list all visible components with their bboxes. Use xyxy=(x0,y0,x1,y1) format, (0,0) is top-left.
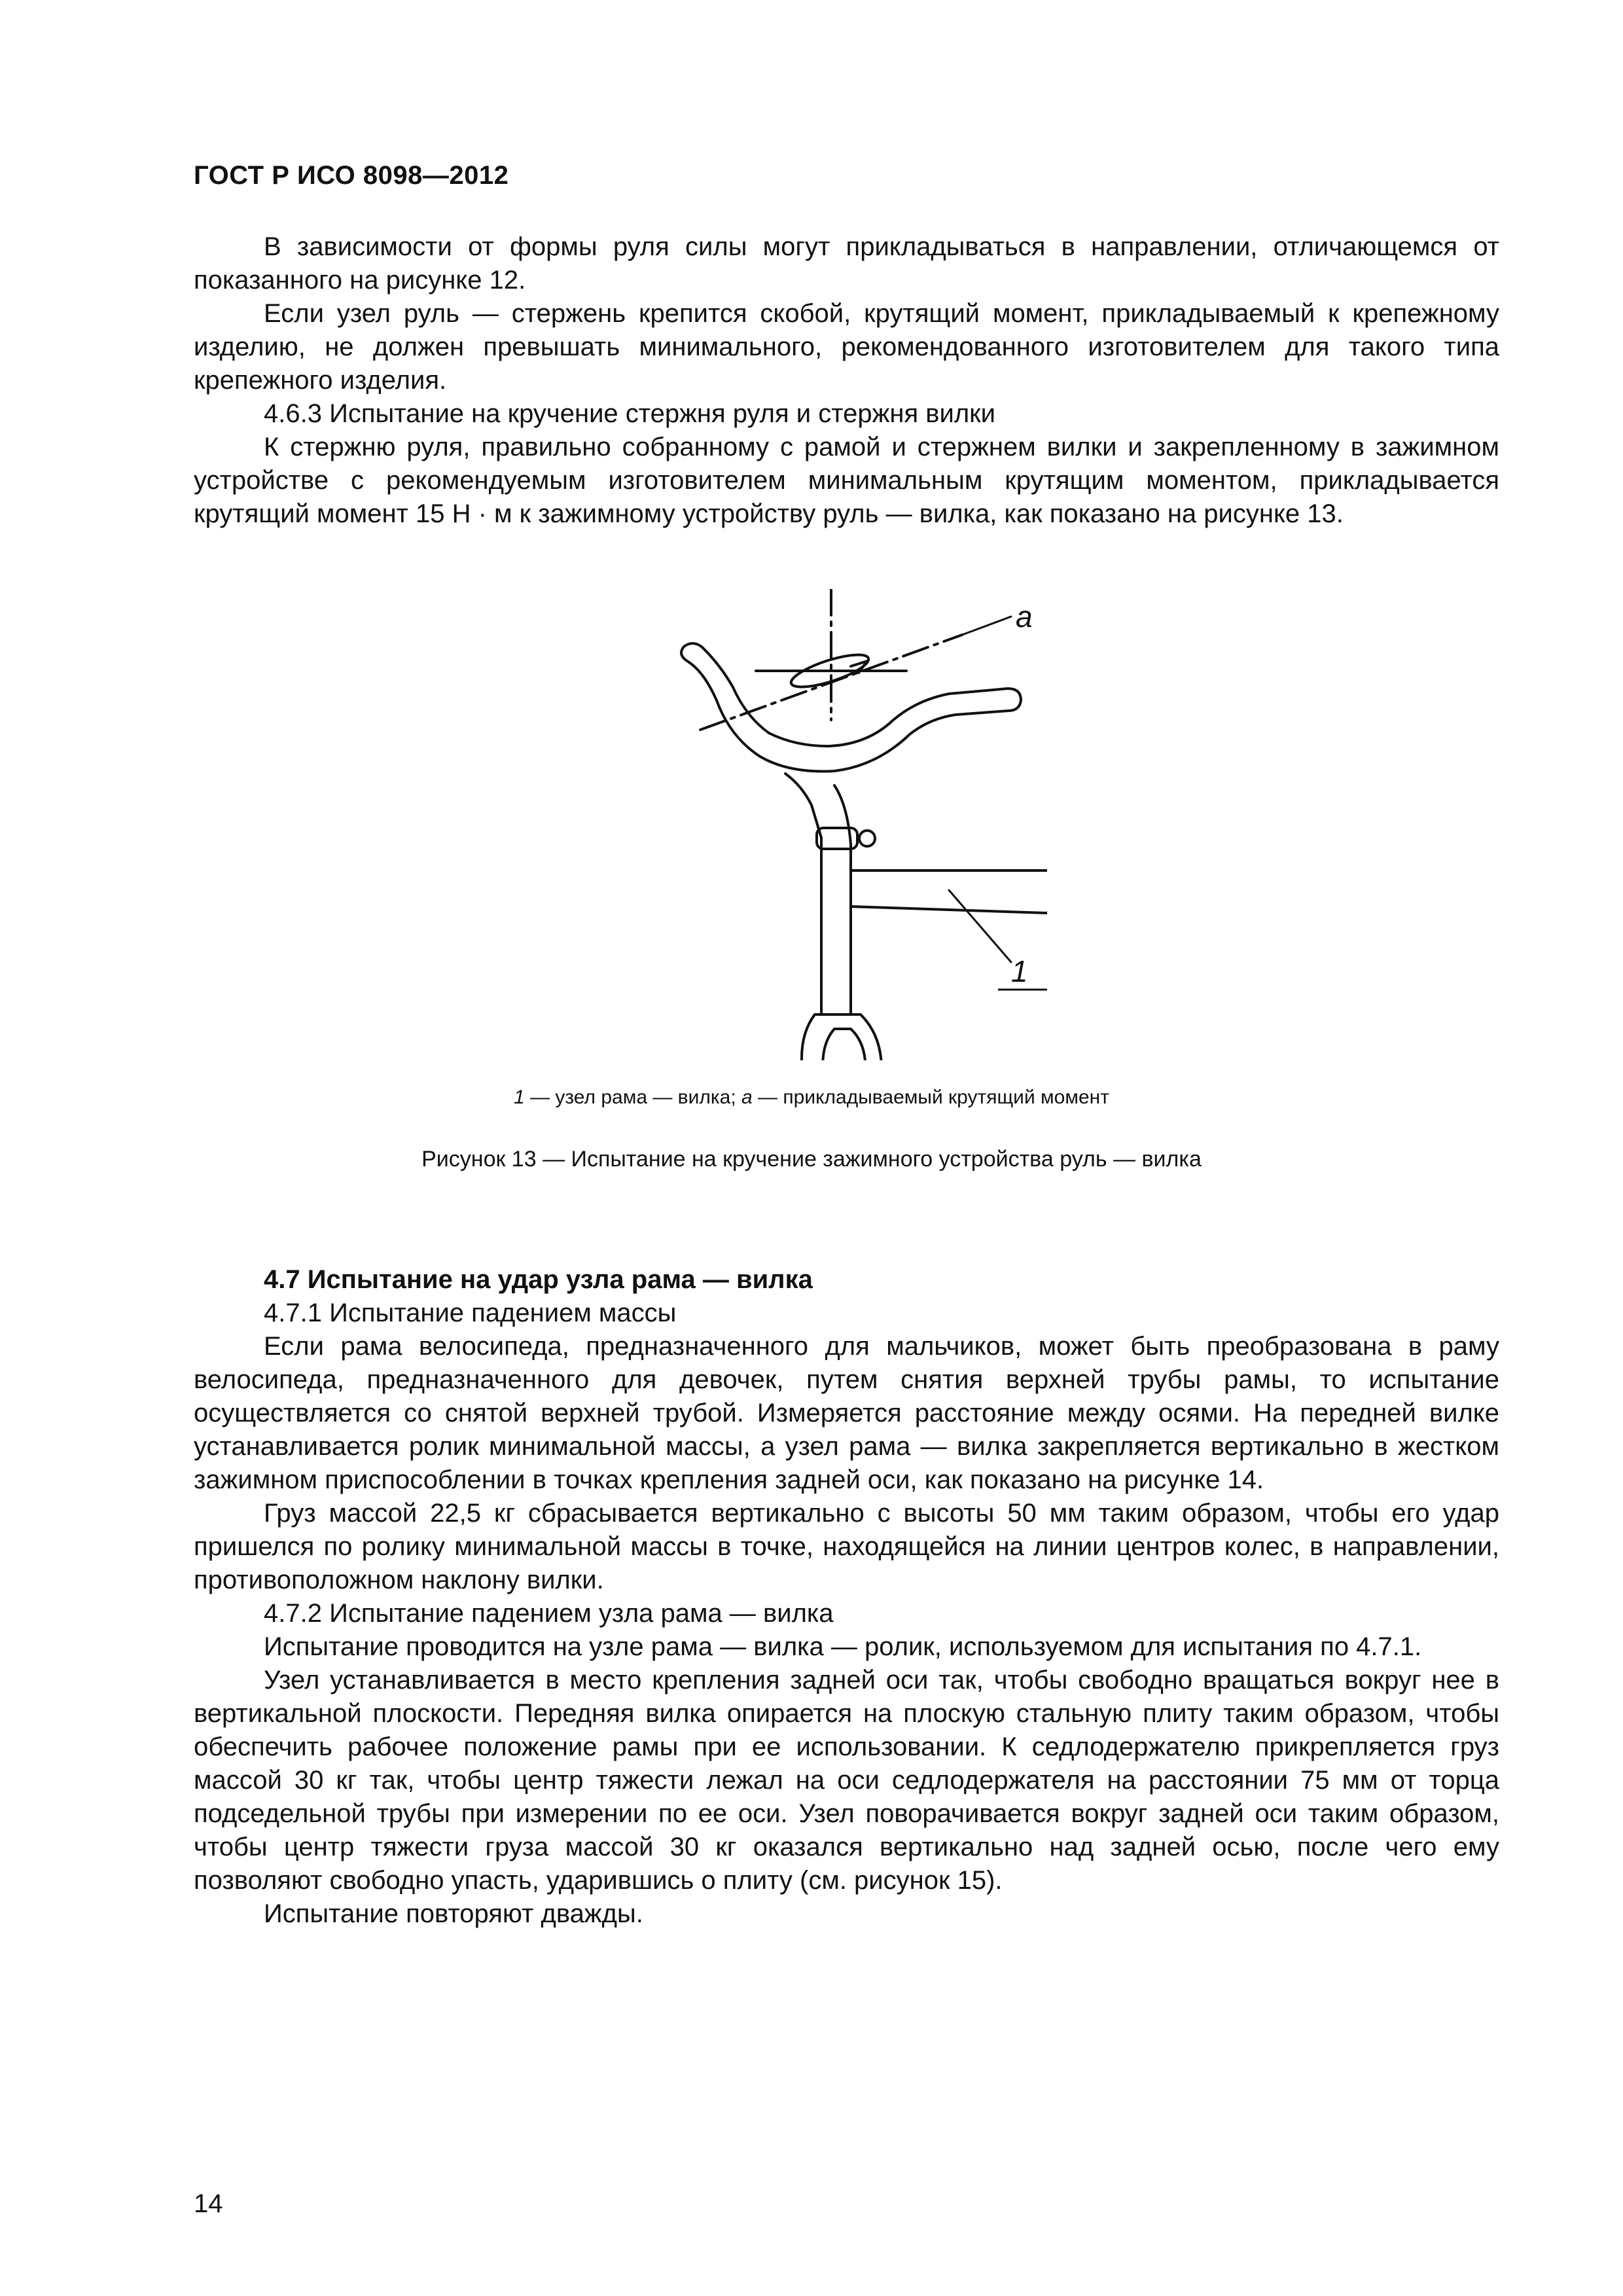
section-heading: 4.7 Испытание на удар узла рама — вилка xyxy=(264,1265,813,1294)
frame-tube xyxy=(851,870,1047,913)
legend-text-2: — прикладываемый крутящий момент xyxy=(752,1086,1109,1108)
document-header: ГОСТ Р ИСО 8098—2012 xyxy=(194,161,509,190)
section-4-6-text xyxy=(194,230,1499,531)
figure-label-1: 1 xyxy=(1011,954,1028,988)
section-4-7-text xyxy=(194,1263,1499,1931)
subsection-title: 4.7.2 Испытание падением узла рама — вилка xyxy=(264,1599,834,1628)
paragraph: Если рама велосипеда, предназначенного для мальчиков, может быть преобразована в раму велосипеда, предназначенного для девочек, путем снятия верхней трубы рамы, то испытание осуществляется со снятой верхней трубой. Измеряется расстояние между осями. На передней вилке устанавливается ролик минимальной массы, а узел рама — вилка закрепляется вертикально в жестком зажимном приспособлении в точках крепления задней оси, как показано на рисунке 14. xyxy=(194,1332,1499,1494)
legend-key-a: а xyxy=(741,1086,753,1108)
subsection-title: 4.7.1 Испытание падением массы xyxy=(264,1299,677,1327)
leader-line-a xyxy=(962,617,1011,635)
paragraph: К стержню руля, правильно собранному с рамой и стержнем вилки и закрепленному в зажимном устройстве с рекомендуемым изготовителем минимальным крутящим моментом, прикладывается крутящий момент 15 Н · м к зажимному устройству руль — вилка, как показано на рисунке 13. xyxy=(194,433,1499,528)
subsection-title: 4.6.3 Испытание на кручение стержня руля и стержня вилки xyxy=(264,399,996,428)
leader-line-1 xyxy=(949,890,1011,962)
paragraph: Груз массой 22,5 кг сбрасывается вертикально с высоты 50 мм таким образом, чтобы его удар пришелся по ролику минимальной массы в точке, находящейся на линии центров колес, в направлении, противоположном наклону вилки. xyxy=(194,1499,1499,1594)
figure-label-a: a xyxy=(1016,600,1033,634)
legend-text-1: — узел рама — вилка; xyxy=(524,1086,742,1108)
page-number: 14 xyxy=(194,2189,223,2218)
paragraph: В зависимости от формы руля силы могут прикладываться в направлении, отличающемся от показанного на рисунке 12. xyxy=(194,232,1499,295)
figure-legend xyxy=(0,1086,1623,1109)
figure-13-handlebar-drawing xyxy=(654,589,1047,1060)
figure-caption: Рисунок 13 — Испытание на кручение зажимного устройства руль — вилка xyxy=(421,1147,1202,1172)
legend-key-1: 1 xyxy=(514,1086,525,1108)
handlebar-outline xyxy=(681,643,1021,772)
paragraph: Испытание проводится на узле рама — вилка — ролик, используемом для испытания по 4.7.1. xyxy=(264,1632,1422,1661)
fork-crown xyxy=(802,1014,882,1060)
paragraph: Испытание повторяют дважды. xyxy=(264,1899,643,1928)
paragraph: Если узел руль — стержень крепится скобой, крутящий момент, прикладываемый к крепежному изделию, не должен превышать минимального, рекомендованного изготовителем для такого типа крепежного изделия. xyxy=(194,299,1499,395)
clamp-bolt xyxy=(859,831,875,846)
handlebar-stem xyxy=(785,774,851,1014)
paragraph: Узел устанавливается в место крепления задней оси так, чтобы свободно вращаться вокруг нее в вертикальной плоскости. Передняя вилка опирается на плоскую стальную плиту таким образом, чтобы обеспечить рабочее положение рамы при ее использовании. К седлодержателю прикрепляется груз массой 30 кг так, чтобы центр тяжести лежал на оси седлодержателя на расстоянии 75 мм от торца подседельной трубы при измерении по ее оси. Узел поворачивается вокруг задней оси таким образом, чтобы центр тяжести груза массой 30 кг оказался вертикально над задней осью, после чего ему позволяют свободно упасть, ударившись о плиту (см. рисунок 15). xyxy=(194,1666,1499,1895)
